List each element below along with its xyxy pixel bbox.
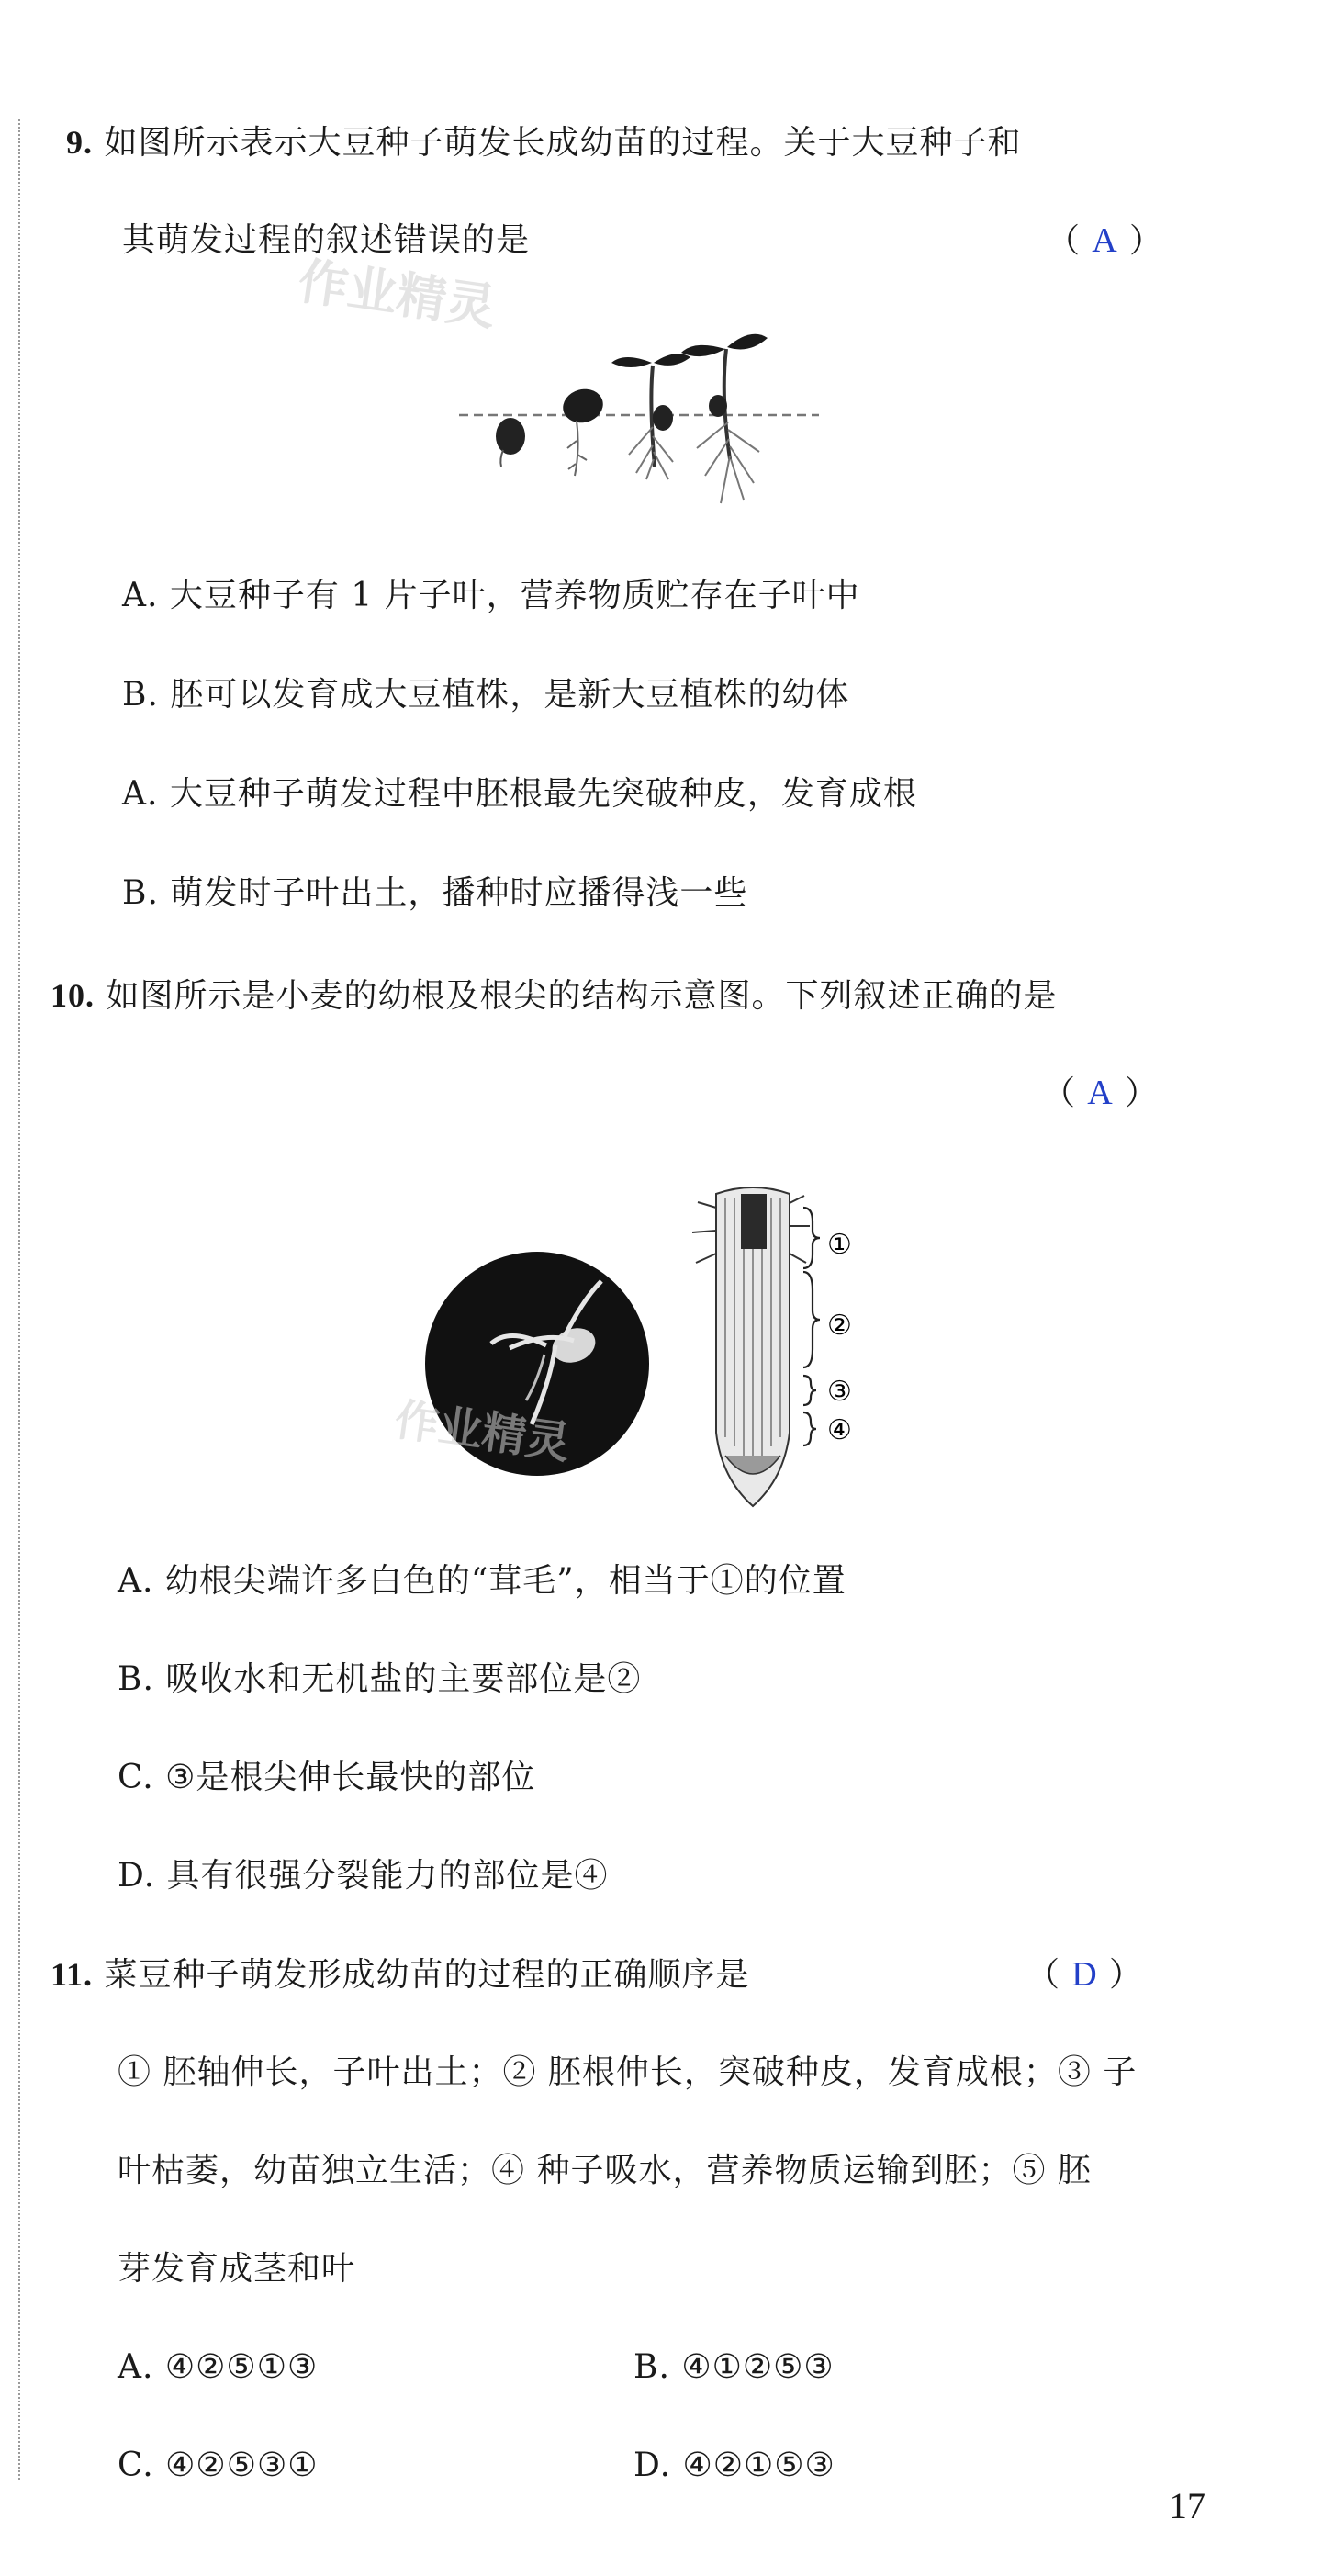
q11-answer: D bbox=[1071, 1955, 1097, 1994]
q10-option-b: B. 吸收水和无机盐的主要部位是② bbox=[118, 1660, 642, 1698]
label-3: ③ bbox=[827, 1376, 852, 1408]
seed-stage-3 bbox=[611, 354, 690, 479]
q10-option-c: C. ③是根尖伸长最快的部位 bbox=[118, 1759, 536, 1796]
watermark-2: 作业精灵 bbox=[391, 1393, 574, 1470]
q9-stem-line2: 其萌发过程的叙述错误的是 bbox=[122, 221, 531, 259]
q10-stem-line1 bbox=[50, 975, 1057, 1017]
seed-stage-1 bbox=[496, 418, 525, 467]
q9-paren-open: （ bbox=[1047, 222, 1081, 260]
page-number: 17 bbox=[1169, 2485, 1205, 2526]
q9-option-2: B. 胚可以发育成大豆植株，是新大豆植株的幼体 bbox=[122, 676, 850, 714]
wheat-root-figure bbox=[418, 1180, 877, 1511]
q11-option-b: B. ④①②⑤③ bbox=[633, 2348, 835, 2386]
q9-stem-text1: 如图所示表示大豆种子萌发长成幼苗的过程。关于大豆种子和 bbox=[104, 124, 1022, 162]
q11-option-a: A. ④②⑤①③ bbox=[118, 2348, 319, 2386]
label-1: ① bbox=[827, 1229, 852, 1261]
q10-option-d: D. 具有很强分裂能力的部位是④ bbox=[118, 1857, 609, 1895]
q11-option-d: D. ④②①⑤③ bbox=[633, 2447, 835, 2484]
watermark: 作业精灵 bbox=[295, 252, 499, 337]
q9-answer-bracket bbox=[1047, 220, 1162, 262]
soybean-germination-figure bbox=[459, 321, 826, 523]
q10-number: 10. bbox=[50, 977, 95, 1014]
q11-stem-line1 bbox=[50, 1954, 749, 1996]
q11-option-c: C. ④②⑤③① bbox=[118, 2447, 319, 2484]
q9-option-4: B. 萌发时子叶出土，播种时应播得浅一些 bbox=[122, 874, 748, 912]
q11-stem-line3: 叶枯萎，幼苗独立生活；④ 种子吸水，营养物质运输到胚；⑤ 胚 bbox=[118, 2152, 1092, 2189]
q11-stem-line2: ① 胚轴伸长，子叶出土；② 胚根伸长，突破种皮，发育成根；③ 子 bbox=[118, 2053, 1138, 2091]
label-2: ② bbox=[827, 1310, 852, 1342]
q9-stem-line1 bbox=[66, 122, 1021, 163]
q11-answer-bracket bbox=[1026, 1954, 1142, 1996]
q11-paren-close: ） bbox=[1109, 1956, 1143, 1994]
q9-number: 9. bbox=[66, 124, 93, 161]
seed-stage-4 bbox=[681, 334, 768, 503]
label-4: ④ bbox=[827, 1414, 852, 1446]
q11-stem-text: 菜豆种子萌发形成幼苗的过程的正确顺序是 bbox=[104, 1956, 750, 1994]
q11-stem-line4: 芽发育成茎和叶 bbox=[118, 2250, 356, 2288]
q10-paren-close: ） bbox=[1125, 1074, 1159, 1112]
q10-stem-text: 如图所示是小麦的幼根及根尖的结构示意图。下列叙述正确的是 bbox=[106, 977, 1058, 1015]
q11-paren-open: （ bbox=[1026, 1956, 1060, 1994]
q10-answer-bracket bbox=[1042, 1073, 1158, 1114]
binding-margin-line bbox=[18, 119, 20, 2480]
q9-answer: A bbox=[1092, 221, 1117, 260]
q11-number: 11. bbox=[50, 1956, 94, 1993]
q9-paren-close: ） bbox=[1129, 222, 1163, 260]
q10-option-a: A. 幼根尖端许多白色的“茸毛”，相当于①的位置 bbox=[118, 1562, 846, 1600]
q9-option-3: A. 大豆种子萌发过程中胚根最先突破种皮，发育成根 bbox=[122, 775, 917, 813]
q10-answer: A bbox=[1087, 1074, 1113, 1112]
label-braces bbox=[803, 1208, 820, 1445]
seed-stage-2 bbox=[559, 385, 607, 476]
q9-option-1: A. 大豆种子有 1 片子叶，营养物质贮存在子叶中 bbox=[122, 577, 860, 614]
q10-paren-open: （ bbox=[1042, 1074, 1076, 1112]
root-tip-diagram bbox=[692, 1187, 810, 1506]
